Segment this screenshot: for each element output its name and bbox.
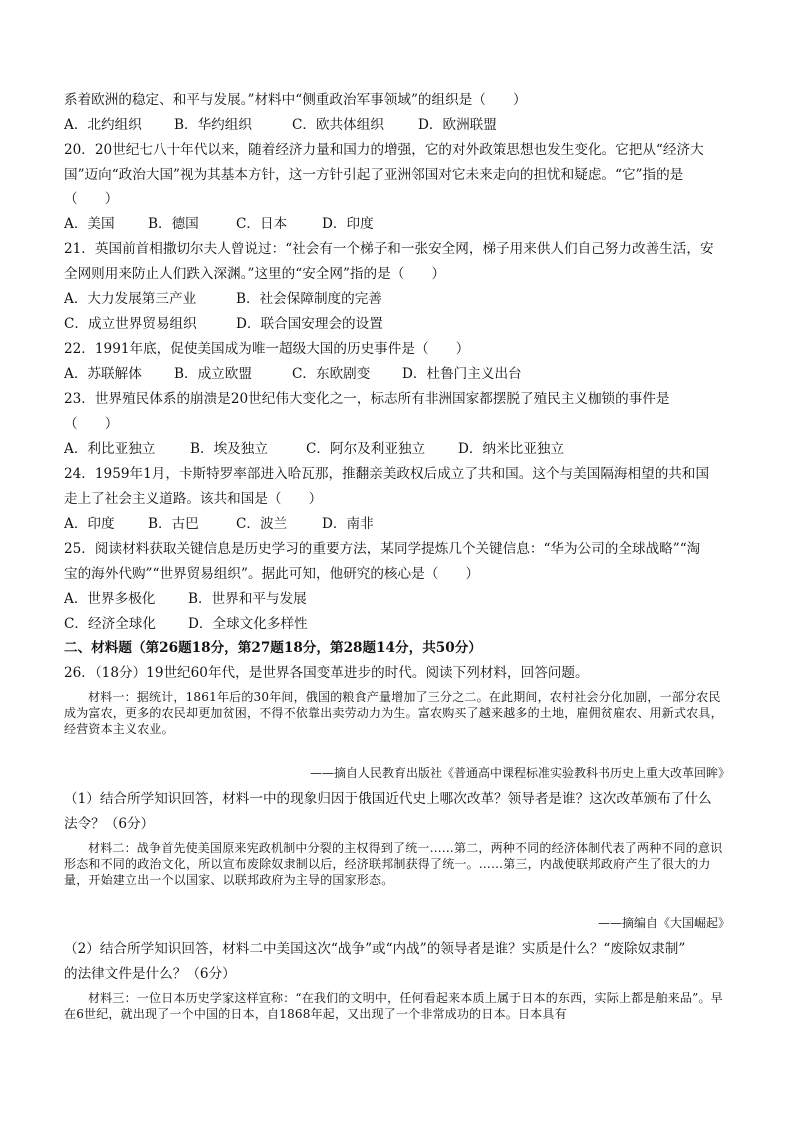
q26-material-3: 材料三：一位日本历史学家这样宣称：“在我们的文明中，任何看起来本质上属于日本的东西，实际上都是舶来品”。早在6世纪，就出现了一个中国的日本，自1868年起，又出现了一个非常成功的日本。日本具有 (64, 991, 723, 1021)
q20-options (64, 215, 730, 233)
q19-option-d[interactable]: D．欧洲联盟 (418, 117, 497, 133)
q25-options-row2 (64, 615, 730, 633)
q24-option-c[interactable]: C．波兰 (236, 516, 288, 532)
q20-option-a[interactable]: A．美国 (64, 216, 115, 232)
q19-option-b[interactable]: B．华约组织 (174, 117, 252, 133)
q24-options (64, 515, 730, 533)
q22-option-b[interactable]: B．成立欧盟 (174, 366, 252, 382)
q25-option-b[interactable]: B．世界和平与发展 (188, 591, 307, 607)
q24-stem-line1: 24．1959年1月，卡斯特罗率部进入哈瓦那，推翻亲美政权后成立了共和国。这个与美国隔海相望的共和国 (64, 466, 710, 482)
q25-stem-line2: 宝的海外代购”“世界贸易组织”。据此可知，他研究的核心是（ ） (64, 566, 480, 582)
section-title: 二、材料题（第26题18分，第27题18分，第28题14分，共50分） (64, 640, 482, 656)
q20-stem-line2: 国”迈向“政治大国”视为其基本方针，这一方针引起了亚洲邻国对它未来走向的担忧和疑虑。“它”指的是 (64, 167, 684, 183)
q24-option-b[interactable]: B．古巴 (148, 516, 199, 532)
q26-material-2: 材料二：战争首先使美国原来宪政机制中分裂的主权得到了统一……第二，两种不同的经济体制代表了两种不同的意识形态和不同的政治文化，所以宣布废除奴隶制以后，经济联邦制获得了统一。……第三，内战使联邦政府产生了很大的力量，开始建立出一个以国家、以联邦政府为主导的国家形态。 (64, 841, 723, 887)
q20-option-b[interactable]: B．德国 (148, 216, 199, 232)
q20-stem-line1: 20．20世纪七八十年代以来，随着经济力量和国力的增强，它的对外政策思想也发生变化。它把从“经济大 (64, 142, 704, 158)
q25-stem-line1: 25．阅读材料获取关键信息是历史学习的重要方法，某同学提炼几个关键信息：“华为公司的全球战略”“淘 (64, 541, 701, 557)
q26-material-1: 材料一：据统计，1861年后的30年间，俄国的粮食产量增加了三分之二。在此期间，农村社会分化加剧，一部分农民成为富农，更多的农民却更加贫困，不得不依靠出卖劳动力为生。富农购买了越来越多的土地，雇佣贫雇农、用新式农具，经营资本主义农业。 (64, 690, 723, 736)
q19-stem: 系着欧洲的稳定、和平与发展。”材料中“侧重政治军事领域”的组织是（ ） (64, 92, 527, 108)
q26-subquestion-1-line2: 法令？（6分） (64, 816, 155, 832)
q23-option-c[interactable]: C．阿尔及利亚独立 (306, 441, 426, 457)
q23-option-a[interactable]: A．利比亚独立 (64, 441, 156, 457)
q20-option-c[interactable]: C．日本 (236, 216, 288, 232)
q21-stem-line1: 21．英国前首相撒切尔夫人曾说过：“社会有一个梯子和一张安全网，梯子用来供人们自己努力改善生活，安 (64, 241, 714, 257)
q23-options (64, 440, 730, 458)
q23-stem-line2: （ ） (64, 416, 119, 432)
q26-subquestion-2-line2: 的法律文件是什么？（6分） (64, 966, 236, 982)
q23-option-b[interactable]: B．埃及独立 (190, 441, 268, 457)
q24-option-a[interactable]: A．印度 (64, 516, 115, 532)
q26-subquestion-2-line1: （2）结合所学知识回答，材料二中美国这次“战争”或“内战”的领导者是谁？实质是什么？“废除奴隶制” (64, 941, 686, 957)
q22-option-a[interactable]: A．苏联解体 (64, 366, 142, 382)
q22-stem: 22．1991年底，促使美国成为唯一超级大国的历史事件是（ ） (64, 341, 470, 357)
q21-option-d[interactable]: D．联合国安理会的设置 (236, 316, 383, 332)
q23-stem-line1: 23．世界殖民体系的崩溃是20世纪伟大变化之一，标志所有非洲国家都摆脱了殖民主义枷锁的事件是 (64, 391, 670, 407)
q24-stem-line2: 走上了社会主义道路。该共和国是（ ） (64, 491, 323, 507)
q26-subquestion-1-line1: （1）结合所学知识回答，材料一中的现象归因于俄国近代史上哪次改革？领导者是谁？这次改革颁布了什么 (64, 791, 712, 807)
q19-option-c[interactable]: C．欧共体组织 (292, 117, 384, 133)
q22-option-d[interactable]: D．杜鲁门主义出台 (402, 366, 522, 382)
q25-option-d[interactable]: D．全球文化多样性 (188, 616, 308, 632)
q26-material-2-source: ——摘编自《大国崛起》 (597, 916, 730, 930)
q21-stem-line2: 全网则用来防止人们跌入深渊。”这里的“安全网”指的是（ ） (64, 266, 446, 282)
q26-material-1-source: ——摘自人民教育出版社《普通高中课程标准实验教科书历史上重大改革回眸》 (309, 766, 730, 780)
q20-option-d[interactable]: D．印度 (322, 216, 374, 232)
q21-option-c[interactable]: C．成立世界贸易组织 (64, 316, 197, 332)
q25-option-c[interactable]: C．经济全球化 (64, 616, 156, 632)
q25-option-a[interactable]: A．世界多极化 (64, 591, 156, 607)
q22-options (64, 365, 730, 383)
q21-options-row1 (64, 290, 730, 308)
q21-option-a[interactable]: A．大力发展第三产业 (64, 291, 197, 307)
q21-options-row2 (64, 315, 730, 333)
q26-intro: 26．（18分）19世纪60年代，是世界各国变革进步的时代。阅读下列材料，回答问题。 (64, 665, 589, 681)
q21-option-b[interactable]: B．社会保障制度的完善 (236, 291, 382, 307)
q23-option-d[interactable]: D．纳米比亚独立 (458, 441, 565, 457)
q19-options (64, 116, 730, 134)
q22-option-c[interactable]: C．东欧剧变 (292, 366, 371, 382)
q25-options-row1 (64, 590, 730, 608)
q20-stem-line3: （ ） (64, 191, 119, 207)
q24-option-d[interactable]: D．南非 (322, 516, 374, 532)
q19-option-a[interactable]: A．北约组织 (64, 117, 142, 133)
